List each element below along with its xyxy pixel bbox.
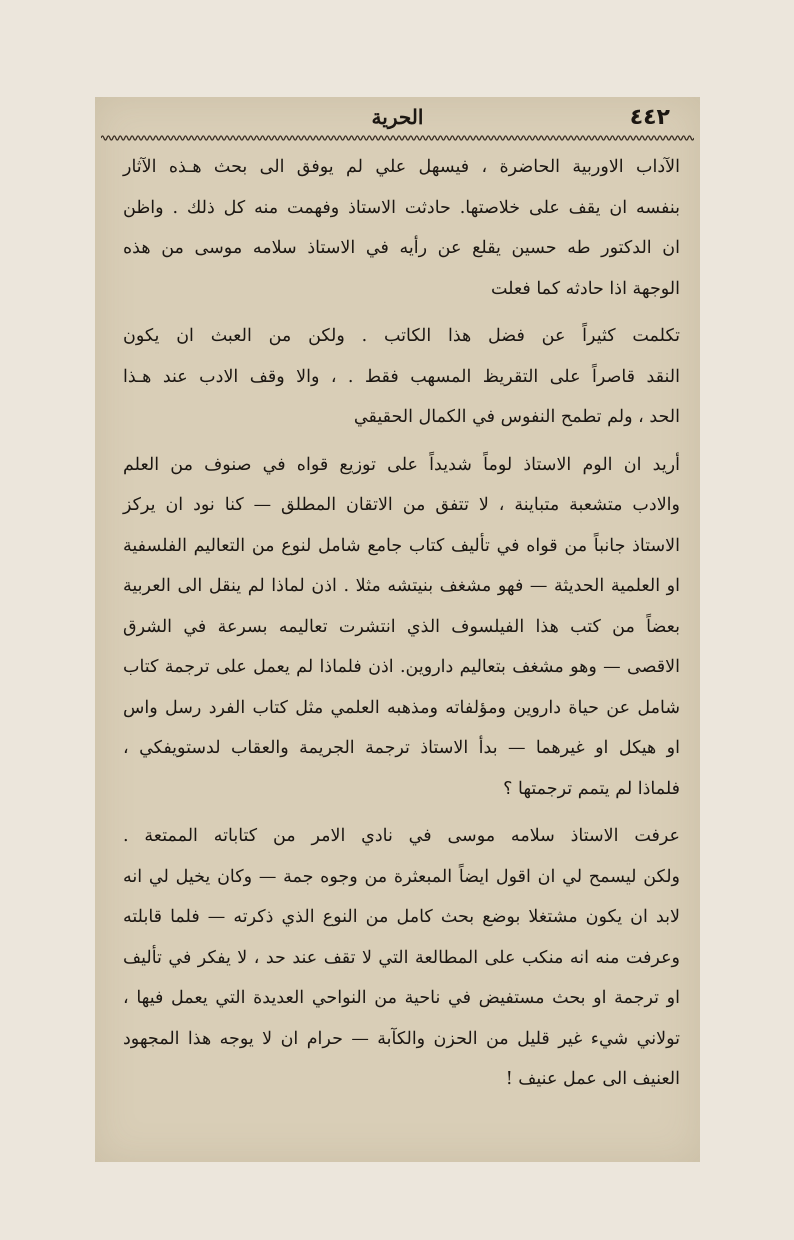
text-line: عرفت الاستاذ سلامه موسى في نادي الامر من كتاباته الممتعة . [123, 826, 680, 846]
text-line: او ترجمة او بحث مستفيض في ناحية من النواحي العديدة التي يعمل فيها ، [123, 988, 680, 1008]
text-line: شامل عن حياة داروين ومؤلفاته ومذهبه العلمي مثل كتاب الفرد رسل واس [123, 697, 680, 718]
text-line: الآداب الاوربية الحاضرة ، فيسهل علي لم يوفق الى بحث هـذه الآثار [123, 157, 680, 177]
text-line: بعضاً من كتب هذا الفيلسوف الذي انتشرت تعاليمه بسرعة في الشرق [123, 616, 680, 637]
paragraph [123, 147, 680, 309]
paragraph [123, 445, 680, 810]
running-title: الحرية [371, 105, 424, 129]
text-line: أريد ان الوم الاستاذ لوماً شديداً على توزيع قواه في صنوف من العلم [123, 454, 680, 475]
text-line: بنفسه ان يقف على خلاصتها. حادثت الاستاذ وفهمت منه كل ذلك . واظن [123, 197, 680, 218]
text-line: لابد ان يكون مشتغلا بوضع بحث كامل من النوع الذي ذكرته — فلما قابلته [123, 907, 680, 927]
wavy-rule [101, 133, 694, 143]
text-line: او هيكل او غيرهما — بدأ الاستاذ ترجمة الجريمة والعقاب لدستويفكي ، [123, 738, 680, 758]
page-header [113, 103, 682, 137]
text-line: فلماذا لم يتمم ترجمتها ؟ [503, 778, 680, 799]
text-line: ولكن ليسمح لي ان اقول ايضاً المبعثرة من وجوه جمة — وكان يخيل لي انه [123, 866, 680, 887]
text-line: والادب متشعبة متباينة ، لا تتفق من الاتقان المطلق — كنا نود ان يركز [123, 495, 680, 515]
paragraph [123, 816, 680, 1100]
text-line: العنيف الى عمل عنيف ! [505, 1069, 680, 1089]
text-line: الحد ، ولم تطمح النفوس في الكمال الحقيقي [353, 407, 680, 427]
page-number: ٤٤٢ [629, 105, 670, 130]
text-line: الاقصى — وهو مشغف بتعاليم داروين. اذن فلماذا لم يعمل على ترجمة كتاب [123, 657, 680, 677]
text-line: النقد قاصراً على التقريظ المسهب فقط . ، والا وقف الادب عند هـذا [123, 366, 680, 387]
text-line: وعرفت منه انه منكب على المطالعة التي لا تقف عند حد ، لا يفكر في تأليف [123, 947, 680, 968]
body-text [123, 147, 680, 1100]
text-line: الاستاذ جانباً من قواه في تأليف كتاب جامع شامل لنوع من التعاليم الفلسفية [123, 535, 680, 556]
book-page [95, 97, 700, 1162]
text-line: تولاني شيء غير قليل من الحزن والكآبة — حرام ان لا يوجه هذا المجهود [123, 1028, 680, 1049]
text-line: او العلمية الحديثة — فهو مشغف بنيتشه مثلا . اذن لماذا لم ينقل الى العربية [123, 576, 680, 596]
text-line: الوجهة اذا حادثه كما فعلت [490, 278, 680, 299]
text-line: ان الدكتور طه حسين يقلع عن رأيه في الاستاذ سلامه موسى من هذه [123, 238, 680, 258]
paragraph [123, 316, 680, 438]
text-line: تكلمت كثيراً عن فضل هذا الكاتب . ولكن من العبث ان يكون [123, 326, 680, 346]
